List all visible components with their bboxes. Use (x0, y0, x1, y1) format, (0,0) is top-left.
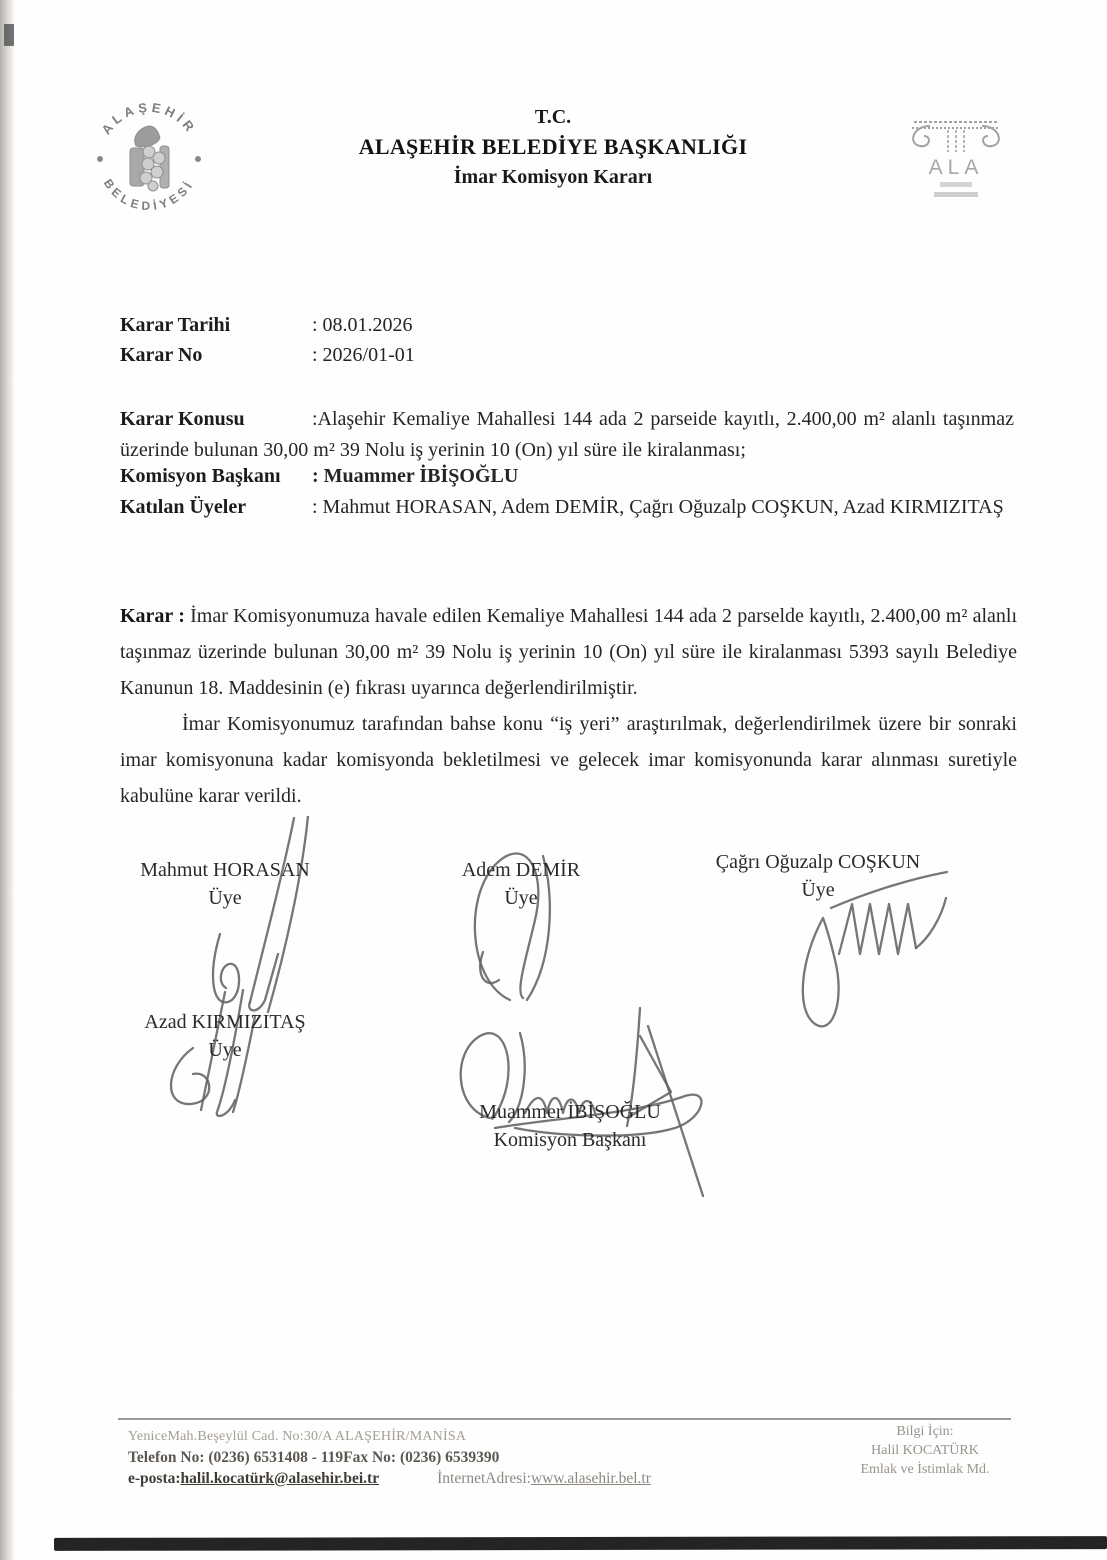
signer-name: Muammer İBİŞOĞLU (479, 1101, 661, 1123)
footer-info-block (820, 1422, 1030, 1479)
header-tc: T.C. (534, 106, 572, 128)
members-names: : Mahmut HORASAN, Adem DEMİR, Çağrı Oğuzalp COŞKUN, Azad KIRMIZITAŞ (312, 496, 1004, 518)
alasehir-municipality-seal-icon (86, 96, 212, 222)
decision-meta (120, 310, 820, 370)
ala-column-logo-icon (900, 100, 1012, 212)
subject-text: :Alaşehir Kemaliye Mahallesi 144 ada 2 parseide kayıtlı, 2.400,00 m² alanlı taşınmaz üzerinde bulunan 30,00 m² 39 Nolu iş yerinin 10 (On) yıl süre ile kiralanması; (120, 408, 1014, 461)
signer-name: Azad KIRMIZITAŞ (144, 1011, 306, 1033)
footer-phone: Telefon No: (0236) 6531408 - 119Fax No: (0236) 6539390 (128, 1449, 500, 1466)
web-address: www.alasehir.bel.tr (530, 1470, 651, 1487)
seal-top-text: ALAŞEHİR (98, 99, 200, 138)
footer-address: YeniceMah.Beşeylül Cad. No:30/A ALAŞEHİR/MANİSA (128, 1429, 467, 1444)
signer-name: Mahmut HORASAN (140, 859, 310, 881)
signer-role: Üye (801, 879, 835, 901)
scan-corner-mark (4, 24, 14, 46)
signer-name: Çağrı Oğuzalp COŞKUN (715, 851, 921, 873)
signature-mahmut-horasan-icon (190, 816, 360, 1018)
footer-contact-block (128, 1426, 748, 1489)
decision-body (120, 598, 1017, 814)
email-label: e-posta: (128, 1470, 181, 1487)
decision-number-label: Karar No (120, 344, 203, 366)
info-label: Bilgi İçin: (896, 1424, 954, 1439)
decision-paragraph-1 (120, 598, 1017, 706)
info-contact-name: Halil KOCATÜRK (871, 1443, 979, 1458)
footer-divider (118, 1418, 1011, 1420)
chairman-label: Komisyon Başkanı (120, 465, 281, 487)
subject-label: Karar Konusu (120, 408, 245, 430)
decision-text-1: İmar Komisyonumuza havale edilen Kemaliye Mahallesi 144 ada 2 parselde kayıtlı, 2.400,00 m² alanlı taşınmaz üzerinde bulunan 30,00 m² 39 Nolu iş yerinin 10 (On) yıl süre ile kiralanması 5393 sayılı Belediye Kanunun 18. Maddesinin (e) fıkrası uyarınca değerlendirilmiştir. (120, 605, 1018, 699)
signer-role: Üye (208, 1039, 242, 1061)
signer-name: Adem DEMİR (461, 859, 581, 881)
seal-bottom-text: BELEDİYESİ (100, 176, 198, 214)
info-contact-title: Emlak ve İstimlak Md. (860, 1462, 990, 1477)
decision-label: Karar : (120, 605, 185, 627)
decision-subject (120, 404, 1014, 466)
grape-emblem-icon (130, 126, 169, 191)
page-subtitle: İmar Komisyon Kararı (453, 166, 653, 188)
page-title: ALAŞEHİR BELEDİYE BAŞKANLIĞI (358, 134, 748, 159)
signature-block-cagri-coskun (698, 848, 938, 904)
decision-number-value: : 2026/01-01 (312, 344, 415, 366)
commission-members-row (120, 492, 1014, 523)
seal-ala-text: ALA (928, 156, 984, 179)
meta-row-date (120, 310, 820, 340)
decision-date-value: : 08.01.2026 (312, 314, 413, 336)
commission-section (120, 461, 1014, 523)
scan-left-edge-shadow (0, 0, 15, 1560)
signer-role: Komisyon Başkanı (493, 1129, 647, 1151)
web-label: İnternetAdresi: (437, 1470, 531, 1487)
signature-block-adem-demir (434, 856, 608, 912)
signature-block-azad-kirmizitas (118, 1008, 332, 1064)
meta-row-number (120, 340, 820, 370)
signature-block-mahmut-horasan (118, 856, 332, 912)
members-label: Katılan Üyeler (120, 496, 247, 518)
document-header (253, 102, 853, 192)
chairman-name: : Muammer İBİŞOĞLU (312, 465, 519, 487)
commission-chairman-row (120, 461, 1014, 492)
decision-date-label: Karar Tarihi (120, 314, 231, 336)
scan-bottom-edge (54, 1536, 1107, 1551)
signer-role: Üye (208, 887, 242, 909)
decision-paragraph-2: İmar Komisyonumuz tarafından bahse konu “iş yeri” araştırılmak, değerlendirilmek üzere bir sonraki imar komisyonuna kadar komisyonda bekletilmesi ve gelecek imar komisyonunda karar alınması suretiyle kabulüne karar verildi. (120, 713, 1017, 807)
signature-block-muammer-ibisoglu (428, 1098, 712, 1154)
signer-role: Üye (504, 887, 538, 909)
email-address: halil.kocatürk@alasehir.bei.tr (180, 1470, 380, 1487)
footer-online-contacts (128, 1468, 748, 1489)
